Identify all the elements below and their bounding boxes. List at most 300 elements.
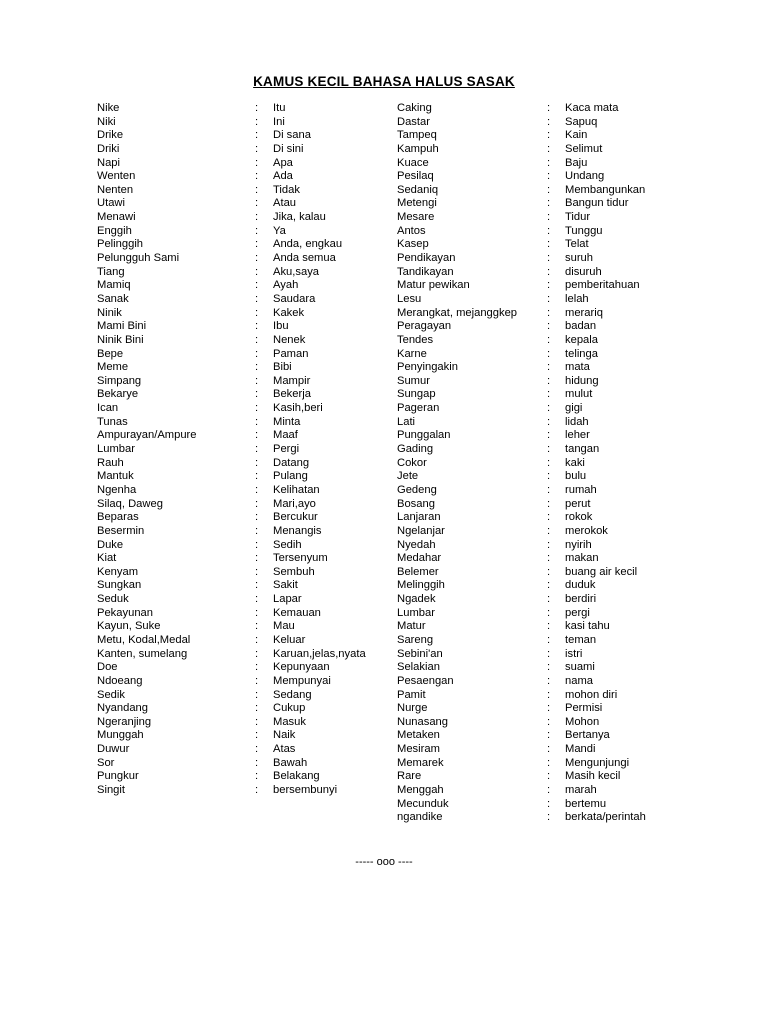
entry-separator: : xyxy=(255,415,259,428)
dictionary-entry xyxy=(397,184,687,198)
entry-separator: : xyxy=(547,661,551,674)
entry-term: Sungkan xyxy=(97,579,142,592)
entry-term: Ngenha xyxy=(97,483,137,496)
entry-separator: : xyxy=(255,333,259,346)
dictionary-entry xyxy=(397,770,687,784)
entry-separator: : xyxy=(255,606,259,619)
entry-term: Ngelanjar xyxy=(397,524,445,537)
dictionary-entry xyxy=(397,579,687,593)
entry-meaning: Selimut xyxy=(565,142,603,155)
entry-term: Antos xyxy=(397,224,426,237)
dictionary-entry xyxy=(97,293,387,307)
entry-term: Sebini'an xyxy=(397,647,443,660)
entry-separator: : xyxy=(255,402,259,415)
entry-term: Memarek xyxy=(397,756,444,769)
dictionary-entry xyxy=(397,757,687,771)
dictionary-entry xyxy=(97,252,387,266)
dictionary-entry xyxy=(397,552,687,566)
entry-term: Drike xyxy=(97,129,124,142)
entry-term: Singit xyxy=(97,784,125,797)
entry-term: Punggalan xyxy=(397,429,451,442)
dictionary-entry xyxy=(97,416,387,430)
entry-meaning: Mari,ayo xyxy=(273,497,316,510)
entry-term: Enggih xyxy=(97,224,132,237)
dictionary-entry xyxy=(397,566,687,580)
dictionary-entry xyxy=(397,225,687,239)
dictionary-entry xyxy=(397,593,687,607)
entry-meaning: Ada xyxy=(273,170,293,183)
dictionary-entry xyxy=(397,498,687,512)
entry-meaning: berdiri xyxy=(565,593,597,606)
entry-separator: : xyxy=(255,497,259,510)
entry-meaning: Paman xyxy=(273,347,309,360)
dictionary-entry xyxy=(97,116,387,130)
dictionary-entry xyxy=(97,307,387,321)
dictionary-entry xyxy=(397,798,687,812)
dictionary-entry xyxy=(397,443,687,457)
entry-term: Sedaniq xyxy=(397,183,439,196)
entry-meaning: tangan xyxy=(565,443,600,456)
entry-separator: : xyxy=(255,443,259,456)
entry-separator: : xyxy=(255,306,259,319)
entry-meaning: Sakit xyxy=(273,579,298,592)
entry-meaning: Bekerja xyxy=(273,388,311,401)
entry-term: Nike xyxy=(97,102,120,114)
entry-meaning: pemberitahuan xyxy=(565,279,640,292)
entry-meaning: duduk xyxy=(565,579,596,592)
entry-term: Medahar xyxy=(397,552,442,565)
entry-meaning: Jika, kalau xyxy=(273,211,326,224)
entry-meaning: Pulang xyxy=(273,470,308,483)
entry-meaning: Aku,saya xyxy=(273,265,320,278)
dictionary-entry xyxy=(97,702,387,716)
entry-separator: : xyxy=(255,483,259,496)
entry-meaning: lidah xyxy=(565,415,589,428)
entry-separator: : xyxy=(547,797,551,810)
entry-term: Karne xyxy=(397,347,427,360)
entry-separator: : xyxy=(255,661,259,674)
dictionary-entry xyxy=(397,511,687,525)
entry-separator: : xyxy=(255,552,259,565)
entry-separator: : xyxy=(547,415,551,428)
dictionary-entry xyxy=(397,416,687,430)
dictionary-entry xyxy=(97,729,387,743)
entry-separator: : xyxy=(547,674,551,687)
entry-separator: : xyxy=(255,156,259,169)
entry-separator: : xyxy=(255,142,259,155)
entry-meaning: hidung xyxy=(565,374,599,387)
entry-meaning: Bawah xyxy=(273,756,308,769)
entry-separator: : xyxy=(547,279,551,292)
entry-meaning: Saudara xyxy=(273,292,316,305)
entry-meaning: nyirih xyxy=(565,538,592,551)
dictionary-entry xyxy=(97,348,387,362)
entry-term: Sedik xyxy=(97,688,125,701)
entry-term: Munggah xyxy=(97,729,144,742)
entry-term: Sumur xyxy=(397,374,430,387)
dictionary-entry xyxy=(97,470,387,484)
entry-term: Simpang xyxy=(97,374,142,387)
entry-meaning: Kepunyaan xyxy=(273,661,330,674)
entry-meaning: Ayah xyxy=(273,279,299,292)
entry-term: Metu, Kodal,Medal xyxy=(97,633,191,646)
entry-term: Tandikayan xyxy=(397,265,454,278)
entry-separator: : xyxy=(547,347,551,360)
entry-term: Sungap xyxy=(397,388,436,401)
entry-separator: : xyxy=(255,743,259,756)
entry-term: ngandike xyxy=(397,811,443,824)
entry-term: Pageran xyxy=(397,402,440,415)
entry-term: Pesilaq xyxy=(397,170,434,183)
entry-separator: : xyxy=(547,497,551,510)
dictionary-entry xyxy=(97,743,387,757)
entry-term: Menggah xyxy=(397,784,444,797)
dictionary-entry xyxy=(97,784,387,798)
entry-term: Kanten, sumelang xyxy=(97,647,188,660)
entry-separator: : xyxy=(547,811,551,824)
entry-meaning: Mau xyxy=(273,620,295,633)
dictionary-entry xyxy=(97,102,387,116)
dictionary-entry xyxy=(397,157,687,171)
entry-term: Sanak xyxy=(97,292,129,305)
entry-term: Nenten xyxy=(97,183,134,196)
entry-meaning: Pergi xyxy=(273,443,300,456)
entry-meaning: Kemauan xyxy=(273,606,321,619)
entry-term: Tunas xyxy=(97,415,128,428)
dictionary-entry xyxy=(397,211,687,225)
entry-meaning: merariq xyxy=(565,306,603,319)
entry-term: Mami Bini xyxy=(97,320,147,333)
dictionary-entry xyxy=(397,293,687,307)
entry-separator: : xyxy=(547,633,551,646)
entry-separator: : xyxy=(547,770,551,783)
entry-separator: : xyxy=(255,674,259,687)
entry-separator: : xyxy=(547,647,551,660)
entry-term: Kiat xyxy=(97,552,117,565)
entry-meaning: Sapuq xyxy=(565,115,598,128)
dictionary-entry xyxy=(97,266,387,280)
entry-term: Napi xyxy=(97,156,121,169)
entry-separator: : xyxy=(547,688,551,701)
dictionary-entry xyxy=(97,539,387,553)
entry-separator: : xyxy=(547,238,551,251)
entry-separator: : xyxy=(547,197,551,210)
entry-separator: : xyxy=(547,524,551,537)
entry-term: Pelinggih xyxy=(97,238,144,251)
entry-separator: : xyxy=(255,429,259,442)
entry-separator: : xyxy=(547,456,551,469)
entry-meaning: Karuan,jelas,nyata xyxy=(273,647,366,660)
entry-separator: : xyxy=(547,252,551,265)
entry-meaning: Ini xyxy=(273,115,285,128)
dictionary-entry xyxy=(97,579,387,593)
entry-meaning: marah xyxy=(565,784,597,797)
entry-separator: : xyxy=(255,361,259,374)
entry-separator: : xyxy=(255,279,259,292)
entry-meaning: Datang xyxy=(273,456,310,469)
dictionary-entry xyxy=(97,566,387,580)
entry-separator: : xyxy=(255,688,259,701)
dictionary-entry xyxy=(397,320,687,334)
entry-separator: : xyxy=(547,292,551,305)
entry-meaning: Undang xyxy=(565,170,605,183)
entry-meaning: Mandi xyxy=(565,743,596,756)
entry-meaning: kaki xyxy=(565,456,585,469)
entry-meaning: Tunggu xyxy=(565,224,603,237)
dictionary-entry xyxy=(397,675,687,689)
dictionary-entry xyxy=(97,225,387,239)
entry-term: Duke xyxy=(97,538,124,551)
entry-separator: : xyxy=(547,538,551,551)
entry-term: Peragayan xyxy=(397,320,452,333)
dictionary-entry xyxy=(397,620,687,634)
entry-meaning: Permisi xyxy=(565,702,603,715)
entry-meaning: Mohon xyxy=(565,715,600,728)
dictionary-entry xyxy=(97,334,387,348)
entry-meaning: teman xyxy=(565,633,597,646)
entry-meaning: Masuk xyxy=(273,715,306,728)
entry-meaning: Sembuh xyxy=(273,565,315,578)
entry-meaning: suruh xyxy=(565,252,593,265)
entry-term: Jete xyxy=(397,470,419,483)
entry-term: Mamiq xyxy=(97,279,131,292)
dictionary-entry xyxy=(97,552,387,566)
entry-separator: : xyxy=(547,784,551,797)
entry-term: Pamit xyxy=(397,688,426,701)
entry-term: Nyandang xyxy=(97,702,149,715)
entry-separator: : xyxy=(255,633,259,646)
entry-meaning: badan xyxy=(565,320,597,333)
entry-separator: : xyxy=(547,606,551,619)
entry-meaning: Belakang xyxy=(273,770,320,783)
entry-term: Bepe xyxy=(97,347,124,360)
entry-term: Ninik xyxy=(97,306,122,319)
entry-term: Lanjaran xyxy=(397,511,441,524)
entry-term: Pesaengan xyxy=(397,674,454,687)
entry-meaning: merokok xyxy=(565,524,608,537)
dictionary-entry xyxy=(397,429,687,443)
dictionary-entry xyxy=(97,607,387,621)
entry-separator: : xyxy=(547,183,551,196)
entry-term: Kayun, Suke xyxy=(97,620,161,633)
entry-term: Ndoeang xyxy=(97,674,143,687)
entry-term: Matur xyxy=(397,620,426,633)
entry-term: Lumbar xyxy=(397,606,435,619)
entry-separator: : xyxy=(547,729,551,742)
entry-separator: : xyxy=(547,511,551,524)
entry-separator: : xyxy=(547,306,551,319)
dictionary-entry xyxy=(97,770,387,784)
entry-meaning: Itu xyxy=(273,102,286,114)
entry-term: Utawi xyxy=(97,197,125,210)
entry-meaning: Di sini xyxy=(273,142,304,155)
entry-meaning: berkata/perintah xyxy=(565,811,646,824)
entry-term: Lati xyxy=(397,415,416,428)
entry-separator: : xyxy=(255,320,259,333)
dictionary-entry xyxy=(97,716,387,730)
entry-separator: : xyxy=(547,565,551,578)
entry-term: Tampeq xyxy=(397,129,437,142)
entry-meaning: perut xyxy=(565,497,591,510)
dictionary-entry xyxy=(397,648,687,662)
dictionary-entry xyxy=(397,484,687,498)
entry-separator: : xyxy=(547,170,551,183)
entry-separator: : xyxy=(547,483,551,496)
entry-term: Ican xyxy=(97,402,119,415)
dictionary-entry xyxy=(97,429,387,443)
entry-meaning: Atas xyxy=(273,743,296,756)
entry-meaning: gigi xyxy=(565,402,583,415)
entry-meaning: Menangis xyxy=(273,524,322,537)
entry-separator: : xyxy=(255,784,259,797)
entry-separator: : xyxy=(255,170,259,183)
dictionary-entry xyxy=(397,470,687,484)
entry-meaning: Tidak xyxy=(273,183,300,196)
dictionary-entry xyxy=(397,716,687,730)
entry-meaning: kasi tahu xyxy=(565,620,610,633)
entry-term: Metengi xyxy=(397,197,437,210)
entry-term: Bekarye xyxy=(97,388,139,401)
entry-meaning: Masih kecil xyxy=(565,770,621,783)
dictionary-entry xyxy=(397,634,687,648)
dictionary-entry xyxy=(397,811,687,825)
entry-meaning: kepala xyxy=(565,333,598,346)
entry-separator: : xyxy=(255,388,259,401)
entry-separator: : xyxy=(255,129,259,142)
entry-separator: : xyxy=(255,374,259,387)
entry-meaning: Bibi xyxy=(273,361,292,374)
entry-meaning: Cukup xyxy=(273,702,306,715)
dictionary-entry xyxy=(97,661,387,675)
entry-meaning: Minta xyxy=(273,415,301,428)
entry-separator: : xyxy=(255,620,259,633)
dictionary-entry xyxy=(397,729,687,743)
entry-meaning: mohon diri xyxy=(565,688,618,701)
entry-separator: : xyxy=(547,211,551,224)
entry-separator: : xyxy=(255,702,259,715)
entry-meaning: mulut xyxy=(565,388,593,401)
entry-meaning: Apa xyxy=(273,156,293,169)
entry-separator: : xyxy=(547,743,551,756)
entry-term: Kuace xyxy=(397,156,429,169)
entry-separator: : xyxy=(547,115,551,128)
entry-meaning: suami xyxy=(565,661,595,674)
dictionary-entry xyxy=(397,525,687,539)
dictionary-entry xyxy=(97,511,387,525)
entry-term: Kasep xyxy=(397,238,429,251)
entry-term: Menawi xyxy=(97,211,136,224)
dictionary-entry xyxy=(397,252,687,266)
entry-separator: : xyxy=(547,429,551,442)
entry-term: Belemer xyxy=(397,565,439,578)
entry-term: Kenyam xyxy=(97,565,139,578)
entry-meaning: Bercukur xyxy=(273,511,318,524)
dictionary-entry xyxy=(397,348,687,362)
entry-separator: : xyxy=(255,252,259,265)
entry-meaning: lelah xyxy=(565,292,589,305)
dictionary-entry xyxy=(97,634,387,648)
entry-separator: : xyxy=(255,593,259,606)
entry-meaning: makan xyxy=(565,552,599,565)
entry-separator: : xyxy=(255,183,259,196)
entry-meaning: Tersenyum xyxy=(273,552,328,565)
entry-term: Mesare xyxy=(397,211,435,224)
dictionary-entry xyxy=(397,129,687,143)
entry-meaning: Bertanya xyxy=(565,729,610,742)
entry-term: Bosang xyxy=(397,497,435,510)
dictionary-entry xyxy=(97,361,387,375)
entry-meaning: Kelihatan xyxy=(273,483,320,496)
dictionary-entry xyxy=(397,334,687,348)
entry-separator: : xyxy=(255,729,259,742)
entry-separator: : xyxy=(255,347,259,360)
dictionary-entry xyxy=(97,157,387,171)
entry-meaning: bertemu xyxy=(565,797,607,810)
entry-meaning: Keluar xyxy=(273,633,306,646)
entry-term: Penyingakin xyxy=(397,361,458,374)
entry-meaning: istri xyxy=(565,647,583,660)
dictionary-entry xyxy=(397,116,687,130)
entry-term: Selakian xyxy=(397,661,440,674)
entry-separator: : xyxy=(547,265,551,278)
entry-separator: : xyxy=(547,470,551,483)
dictionary-entry xyxy=(397,607,687,621)
dictionary-entry xyxy=(97,279,387,293)
dictionary-entry xyxy=(97,320,387,334)
dictionary-entry xyxy=(397,197,687,211)
entry-term: Merangkat, mejanggkep xyxy=(397,306,518,319)
dictionary-entry xyxy=(97,170,387,184)
entry-meaning: Anda semua xyxy=(273,252,336,265)
dictionary-entry xyxy=(397,702,687,716)
dictionary-entry xyxy=(397,102,687,116)
entry-meaning: Bangun tidur xyxy=(565,197,629,210)
entry-term: Wenten xyxy=(97,170,136,183)
entry-separator: : xyxy=(255,115,259,128)
entry-term: Nyedah xyxy=(397,538,436,551)
entry-separator: : xyxy=(547,388,551,401)
dictionary-entry xyxy=(397,170,687,184)
entry-meaning: Mempunyai xyxy=(273,674,331,687)
entry-separator: : xyxy=(547,620,551,633)
entry-term: Ampurayan/Ampure xyxy=(97,429,197,442)
dictionary-entry xyxy=(397,307,687,321)
entry-term: Rauh xyxy=(97,456,124,469)
entry-separator: : xyxy=(547,129,551,142)
dictionary-entry xyxy=(97,675,387,689)
entry-separator: : xyxy=(255,102,259,114)
entry-term: Matur pewikan xyxy=(397,279,470,292)
entry-separator: : xyxy=(255,511,259,524)
footer-ornament: ----- ooo ---- xyxy=(355,856,413,868)
entry-meaning: Ibu xyxy=(273,320,289,333)
entry-term: Pekayunan xyxy=(97,606,153,619)
entry-separator: : xyxy=(255,538,259,551)
entry-meaning: Sedang xyxy=(273,688,312,701)
entry-separator: : xyxy=(255,456,259,469)
left-column-entries xyxy=(97,102,387,798)
entry-separator: : xyxy=(547,402,551,415)
entry-separator: : xyxy=(255,470,259,483)
entry-separator: : xyxy=(547,702,551,715)
entry-meaning: Telat xyxy=(565,238,589,251)
entry-separator: : xyxy=(255,292,259,305)
right-column-entries xyxy=(397,102,687,825)
entry-meaning: buang air kecil xyxy=(565,565,638,578)
entry-separator: : xyxy=(255,715,259,728)
entry-term: Gading xyxy=(397,443,434,456)
entry-term: Ngeranjing xyxy=(97,715,152,728)
